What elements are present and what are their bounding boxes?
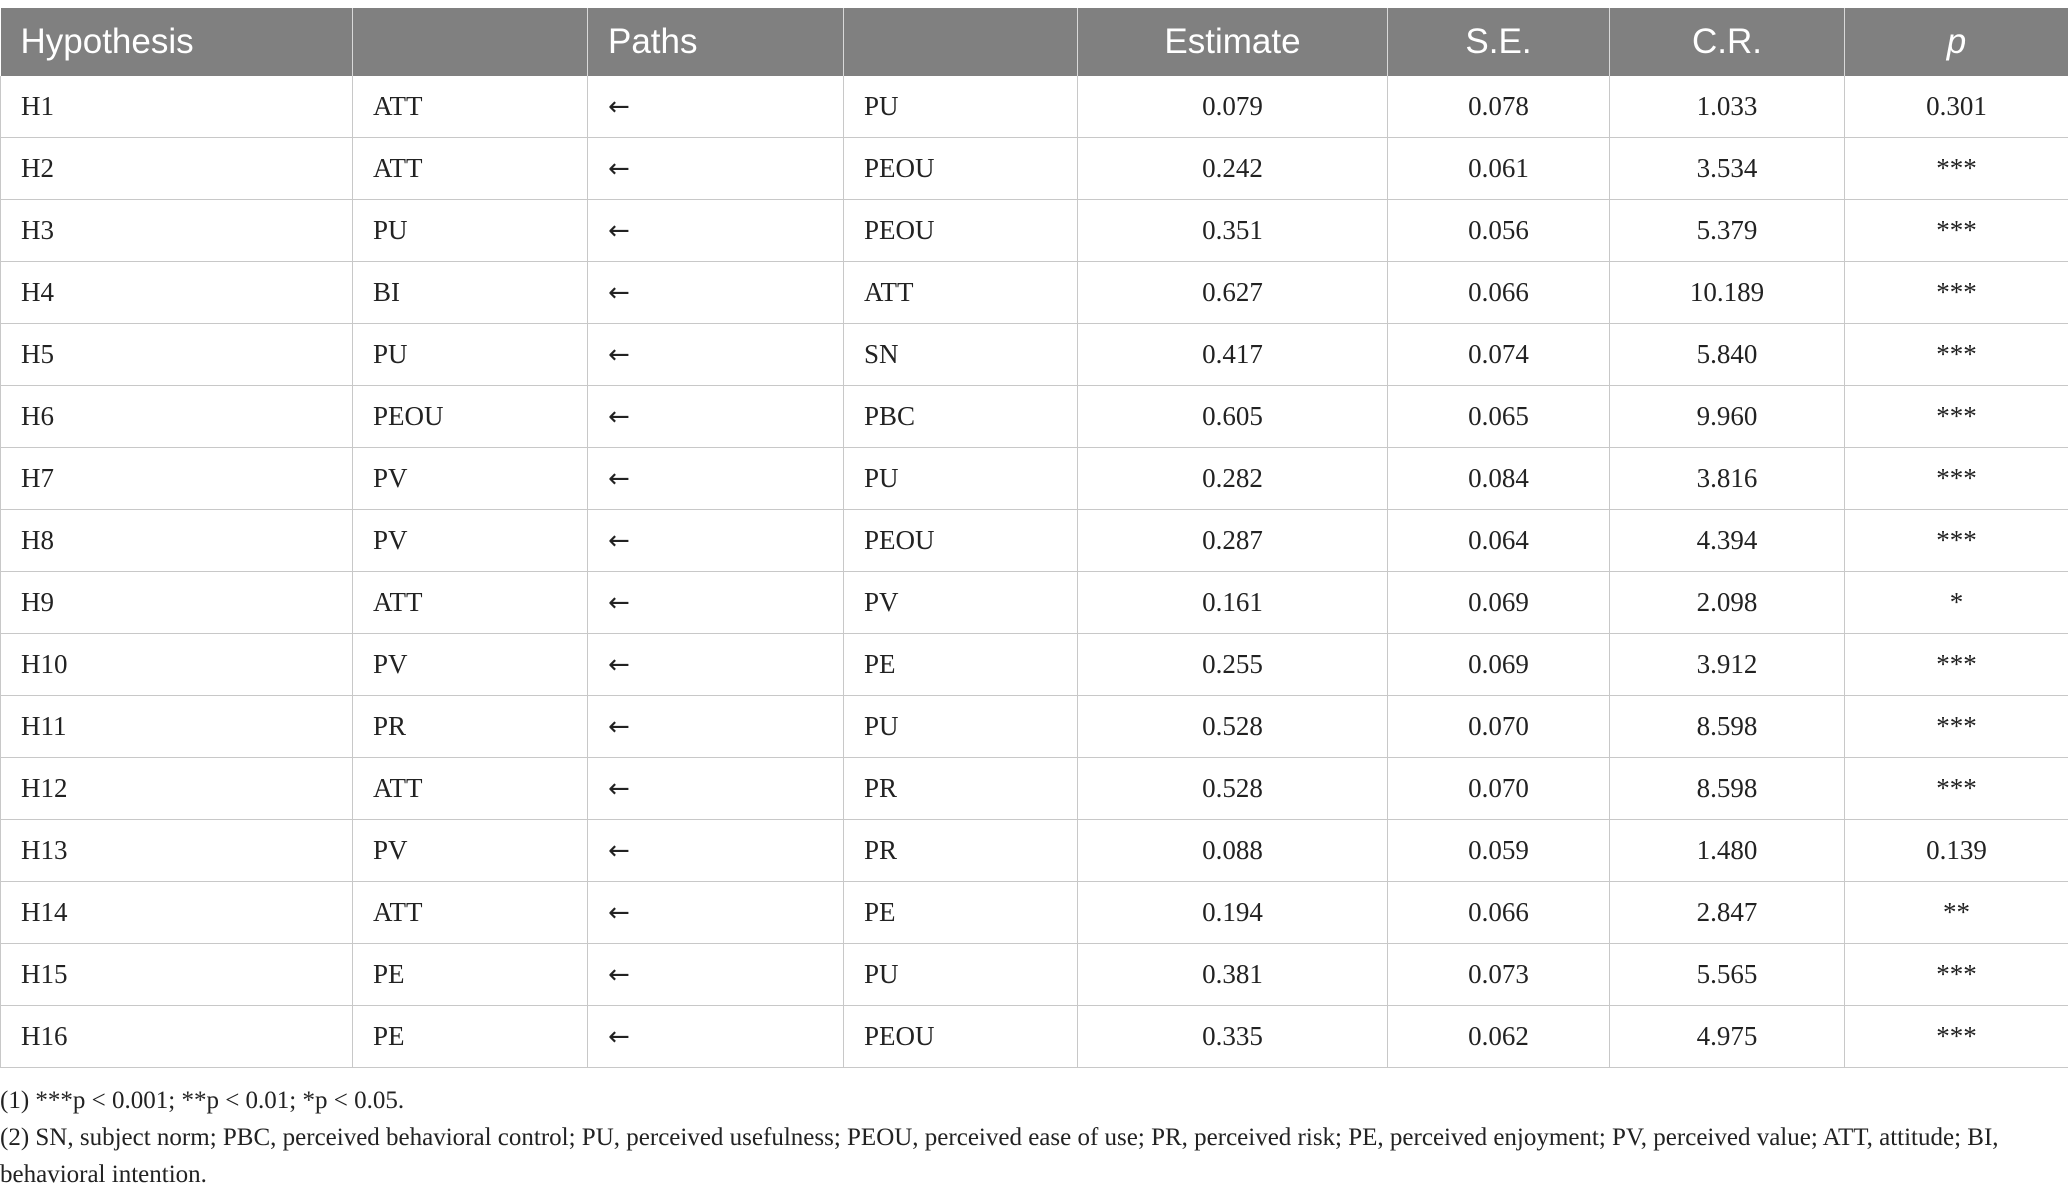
- table-row: [1, 200, 2068, 262]
- table-row: [1, 882, 2068, 944]
- cell-estimate: 0.381: [1078, 944, 1388, 1006]
- cell-to: PEOU: [844, 1006, 1078, 1068]
- cell-to: PEOU: [844, 138, 1078, 200]
- cell-estimate: 0.088: [1078, 820, 1388, 882]
- cell-cr: 8.598: [1610, 758, 1845, 820]
- cell-estimate: 0.287: [1078, 510, 1388, 572]
- cell-p: ***: [1845, 510, 2068, 572]
- cell-p: ***: [1845, 634, 2068, 696]
- cell-hypothesis: H10: [1, 634, 353, 696]
- cell-p: **: [1845, 882, 2068, 944]
- cell-hypothesis: H11: [1, 696, 353, 758]
- table-body: [1, 76, 2068, 1068]
- cell-p: ***: [1845, 448, 2068, 510]
- cell-cr: 8.598: [1610, 696, 1845, 758]
- cell-estimate: 0.282: [1078, 448, 1388, 510]
- table-row: [1, 758, 2068, 820]
- cell-cr: 4.975: [1610, 1006, 1845, 1068]
- footnote-abbreviations: (2) SN, subject norm; PBC, perceived behavioral control; PU, perceived usefulness; PEOU, perceived ease of use; PR, perceived risk; PE, perceived enjoyment; PV, perceived value; ATT, attitude; BI, behavioral intention.: [0, 1124, 1999, 1188]
- cell-arrow: ←: [588, 262, 844, 324]
- cell-se: 0.066: [1388, 882, 1610, 944]
- cell-arrow: ←: [588, 634, 844, 696]
- cell-p: 0.139: [1845, 820, 2068, 882]
- cell-hypothesis: H9: [1, 572, 353, 634]
- cell-hypothesis: H7: [1, 448, 353, 510]
- cell-arrow: ←: [588, 200, 844, 262]
- table-row: [1, 1006, 2068, 1068]
- cell-arrow: ←: [588, 76, 844, 138]
- cell-arrow: ←: [588, 1006, 844, 1068]
- cell-estimate: 0.194: [1078, 882, 1388, 944]
- cell-from: PV: [353, 510, 588, 572]
- cell-cr: 10.189: [1610, 262, 1845, 324]
- cell-se: 0.073: [1388, 944, 1610, 1006]
- table-header-row: [1, 8, 2068, 76]
- cell-p: ***: [1845, 758, 2068, 820]
- cell-from: BI: [353, 262, 588, 324]
- cell-to: ATT: [844, 262, 1078, 324]
- cell-to: PU: [844, 76, 1078, 138]
- header-estimate: Estimate: [1078, 8, 1388, 76]
- cell-estimate: 0.417: [1078, 324, 1388, 386]
- cell-from: PV: [353, 448, 588, 510]
- table-row: [1, 76, 2068, 138]
- cell-arrow: ←: [588, 696, 844, 758]
- cell-se: 0.065: [1388, 386, 1610, 448]
- cell-to: PU: [844, 696, 1078, 758]
- cell-estimate: 0.351: [1078, 200, 1388, 262]
- cell-hypothesis: H3: [1, 200, 353, 262]
- cell-to: PE: [844, 882, 1078, 944]
- hypothesis-results-table: [0, 8, 2068, 1068]
- cell-estimate: 0.335: [1078, 1006, 1388, 1068]
- cell-p: ***: [1845, 138, 2068, 200]
- cell-se: 0.061: [1388, 138, 1610, 200]
- header-se: S.E.: [1388, 8, 1610, 76]
- cell-to: PE: [844, 634, 1078, 696]
- cell-cr: 5.840: [1610, 324, 1845, 386]
- table-row: [1, 944, 2068, 1006]
- cell-se: 0.084: [1388, 448, 1610, 510]
- cell-se: 0.059: [1388, 820, 1610, 882]
- cell-hypothesis: H1: [1, 76, 353, 138]
- header-paths: Paths: [588, 8, 844, 76]
- cell-cr: 5.379: [1610, 200, 1845, 262]
- cell-to: PR: [844, 820, 1078, 882]
- cell-se: 0.074: [1388, 324, 1610, 386]
- cell-from: ATT: [353, 882, 588, 944]
- cell-hypothesis: H14: [1, 882, 353, 944]
- cell-estimate: 0.242: [1078, 138, 1388, 200]
- cell-from: ATT: [353, 76, 588, 138]
- cell-se: 0.062: [1388, 1006, 1610, 1068]
- cell-from: PEOU: [353, 386, 588, 448]
- table-row: [1, 634, 2068, 696]
- cell-arrow: ←: [588, 386, 844, 448]
- cell-from: PU: [353, 200, 588, 262]
- cell-arrow: ←: [588, 944, 844, 1006]
- cell-arrow: ←: [588, 758, 844, 820]
- cell-from: PE: [353, 1006, 588, 1068]
- cell-arrow: ←: [588, 510, 844, 572]
- cell-arrow: ←: [588, 448, 844, 510]
- table-row: [1, 448, 2068, 510]
- cell-from: PR: [353, 696, 588, 758]
- cell-cr: 1.480: [1610, 820, 1845, 882]
- cell-se: 0.066: [1388, 262, 1610, 324]
- cell-estimate: 0.161: [1078, 572, 1388, 634]
- cell-p: ***: [1845, 200, 2068, 262]
- header-cr: C.R.: [1610, 8, 1845, 76]
- cell-arrow: ←: [588, 138, 844, 200]
- cell-cr: 5.565: [1610, 944, 1845, 1006]
- cell-from: PV: [353, 634, 588, 696]
- cell-cr: 1.033: [1610, 76, 1845, 138]
- cell-cr: 3.816: [1610, 448, 1845, 510]
- header-blank-from: [353, 8, 588, 76]
- cell-to: PEOU: [844, 510, 1078, 572]
- cell-from: PV: [353, 820, 588, 882]
- cell-to: SN: [844, 324, 1078, 386]
- header-hypothesis: Hypothesis: [1, 8, 353, 76]
- header-blank-to: [844, 8, 1078, 76]
- cell-p: ***: [1845, 386, 2068, 448]
- cell-p: ***: [1845, 944, 2068, 1006]
- cell-se: 0.064: [1388, 510, 1610, 572]
- cell-cr: 9.960: [1610, 386, 1845, 448]
- cell-hypothesis: H6: [1, 386, 353, 448]
- cell-hypothesis: H16: [1, 1006, 353, 1068]
- cell-cr: 2.847: [1610, 882, 1845, 944]
- cell-hypothesis: H15: [1, 944, 353, 1006]
- cell-from: ATT: [353, 138, 588, 200]
- cell-from: ATT: [353, 572, 588, 634]
- cell-arrow: ←: [588, 324, 844, 386]
- cell-p: ***: [1845, 696, 2068, 758]
- cell-se: 0.069: [1388, 572, 1610, 634]
- cell-hypothesis: H2: [1, 138, 353, 200]
- cell-se: 0.070: [1388, 758, 1610, 820]
- cell-to: PR: [844, 758, 1078, 820]
- cell-p: ***: [1845, 1006, 2068, 1068]
- cell-from: PU: [353, 324, 588, 386]
- cell-p: ***: [1845, 262, 2068, 324]
- table-row: [1, 510, 2068, 572]
- table-footnotes: [0, 1082, 2040, 1193]
- cell-hypothesis: H8: [1, 510, 353, 572]
- cell-to: PU: [844, 448, 1078, 510]
- cell-estimate: 0.079: [1078, 76, 1388, 138]
- table-row: [1, 324, 2068, 386]
- cell-cr: 2.098: [1610, 572, 1845, 634]
- cell-p: *: [1845, 572, 2068, 634]
- results-table-container: [0, 8, 2068, 1068]
- cell-se: 0.070: [1388, 696, 1610, 758]
- cell-cr: 3.534: [1610, 138, 1845, 200]
- cell-to: PU: [844, 944, 1078, 1006]
- cell-to: PV: [844, 572, 1078, 634]
- cell-estimate: 0.605: [1078, 386, 1388, 448]
- cell-se: 0.078: [1388, 76, 1610, 138]
- cell-from: ATT: [353, 758, 588, 820]
- table-row: [1, 820, 2068, 882]
- footnote-significance: (1) ***p < 0.001; **p < 0.01; *p < 0.05.: [0, 1087, 405, 1114]
- cell-p: 0.301: [1845, 76, 2068, 138]
- cell-se: 0.056: [1388, 200, 1610, 262]
- cell-p: ***: [1845, 324, 2068, 386]
- cell-to: PBC: [844, 386, 1078, 448]
- cell-hypothesis: H13: [1, 820, 353, 882]
- header-p: p: [1845, 8, 2068, 76]
- cell-hypothesis: H4: [1, 262, 353, 324]
- cell-se: 0.069: [1388, 634, 1610, 696]
- table-row: [1, 138, 2068, 200]
- cell-estimate: 0.528: [1078, 696, 1388, 758]
- cell-estimate: 0.627: [1078, 262, 1388, 324]
- cell-hypothesis: H5: [1, 324, 353, 386]
- cell-cr: 4.394: [1610, 510, 1845, 572]
- cell-estimate: 0.255: [1078, 634, 1388, 696]
- cell-estimate: 0.528: [1078, 758, 1388, 820]
- cell-cr: 3.912: [1610, 634, 1845, 696]
- table-row: [1, 572, 2068, 634]
- cell-from: PE: [353, 944, 588, 1006]
- cell-arrow: ←: [588, 882, 844, 944]
- table-row: [1, 696, 2068, 758]
- cell-arrow: ←: [588, 572, 844, 634]
- table-row: [1, 386, 2068, 448]
- cell-to: PEOU: [844, 200, 1078, 262]
- cell-hypothesis: H12: [1, 758, 353, 820]
- table-row: [1, 262, 2068, 324]
- cell-arrow: ←: [588, 820, 844, 882]
